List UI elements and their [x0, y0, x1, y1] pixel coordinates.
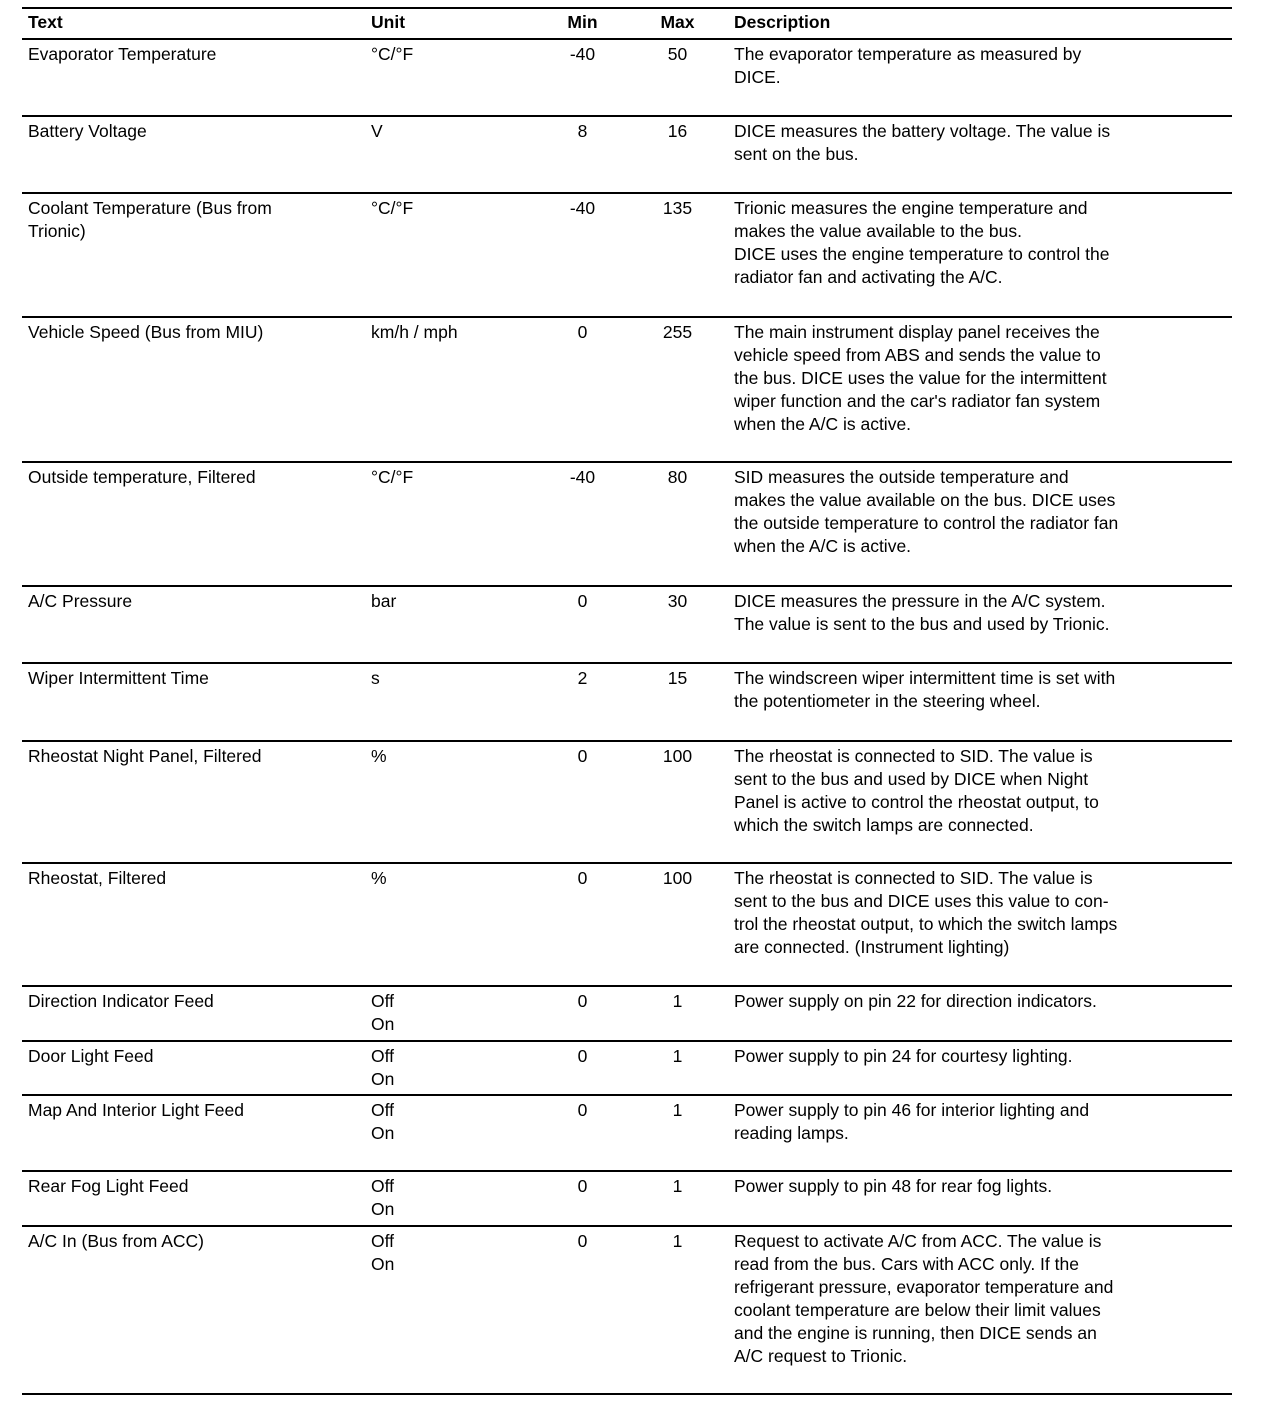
- header-min: Min: [567, 12, 598, 32]
- row-unit: V: [371, 121, 383, 141]
- row-max: 100: [662, 746, 693, 766]
- row-description: and the engine is running, then DICE sends an: [734, 1323, 1097, 1343]
- row-rule: [22, 115, 1232, 117]
- row-max: 135: [662, 198, 693, 218]
- row-description: which the switch lamps are connected.: [734, 815, 1034, 835]
- row-rule: [22, 985, 1232, 987]
- row-description: the bus. DICE uses the value for the intermittent: [734, 368, 1107, 388]
- row-description: sent to the bus and DICE uses this value to con-: [734, 891, 1109, 911]
- header-description: Description: [734, 12, 831, 32]
- row-description: DICE measures the battery voltage. The value is: [734, 121, 1111, 141]
- row-max: 50: [667, 44, 688, 64]
- row-max: 16: [667, 121, 688, 141]
- row-rule: [22, 1094, 1232, 1096]
- row-unit: s: [371, 668, 380, 688]
- row-min: -40: [569, 44, 596, 64]
- row-description: refrigerant pressure, evaporator temperature and: [734, 1277, 1114, 1297]
- row-description: The rheostat is connected to SID. The value is: [734, 868, 1093, 888]
- row-max: 1: [672, 1176, 683, 1196]
- row-max: 1: [672, 1046, 683, 1066]
- row-text: A/C In (Bus from ACC): [28, 1231, 205, 1251]
- row-unit: On: [371, 1254, 395, 1274]
- row-description: The value is sent to the bus and used by Trionic.: [734, 614, 1110, 634]
- row-text: Outside temperature, Filtered: [28, 467, 256, 487]
- row-min: 0: [577, 746, 588, 766]
- row-unit: °C/°F: [371, 467, 414, 487]
- row-description: makes the value available to the bus.: [734, 221, 1022, 241]
- row-description: wiper function and the car's radiator fan system: [734, 391, 1101, 411]
- row-description: Request to activate A/C from ACC. The value is: [734, 1231, 1102, 1251]
- row-min: 2: [577, 668, 588, 688]
- row-description: SID measures the outside temperature and: [734, 467, 1069, 487]
- row-description: The main instrument display panel receives the: [734, 322, 1100, 342]
- row-text: Direction Indicator Feed: [28, 991, 214, 1011]
- row-description: sent to the bus and used by DICE when Night: [734, 769, 1089, 789]
- row-text: Map And Interior Light Feed: [28, 1100, 244, 1120]
- row-description: Panel is active to control the rheostat output, to: [734, 792, 1099, 812]
- row-max: 15: [667, 668, 688, 688]
- row-unit: %: [371, 746, 387, 766]
- row-description: Trionic measures the engine temperature and: [734, 198, 1088, 218]
- row-text: Battery Voltage: [28, 121, 147, 141]
- row-unit: Off: [371, 1231, 395, 1251]
- row-max: 100: [662, 868, 693, 888]
- header-text: Text: [28, 12, 63, 32]
- row-description: are connected. (Instrument lighting): [734, 937, 1010, 957]
- row-rule: [22, 38, 1232, 40]
- row-min: 0: [577, 1231, 588, 1251]
- row-text: Trionic): [28, 221, 86, 241]
- row-text: Door Light Feed: [28, 1046, 154, 1066]
- row-text: Coolant Temperature (Bus from: [28, 198, 272, 218]
- row-description: read from the bus. Cars with ACC only. If the: [734, 1254, 1079, 1274]
- row-text: Wiper Intermittent Time: [28, 668, 209, 688]
- row-min: -40: [569, 467, 596, 487]
- row-description: reading lamps.: [734, 1123, 849, 1143]
- row-description: Power supply to pin 24 for courtesy lighting.: [734, 1046, 1073, 1066]
- row-min: 0: [577, 991, 588, 1011]
- row-unit: On: [371, 1014, 395, 1034]
- row-description: when the A/C is active.: [734, 414, 912, 434]
- row-rule: [22, 1225, 1232, 1227]
- row-unit: Off: [371, 1176, 395, 1196]
- row-text: Evaporator Temperature: [28, 44, 217, 64]
- row-max: 30: [667, 591, 688, 611]
- row-text: Vehicle Speed (Bus from MIU): [28, 322, 264, 342]
- row-description: makes the value available on the bus. DICE uses: [734, 490, 1116, 510]
- row-rule: [22, 862, 1232, 864]
- row-min: 0: [577, 1046, 588, 1066]
- table-bottom-rule: [22, 1393, 1232, 1395]
- row-unit: km/h / mph: [371, 322, 458, 342]
- row-description: The evaporator temperature as measured by: [734, 44, 1082, 64]
- row-unit: Off: [371, 1100, 395, 1120]
- row-description: radiator fan and activating the A/C.: [734, 267, 1003, 287]
- row-rule: [22, 316, 1232, 318]
- row-unit: Off: [371, 991, 395, 1011]
- row-unit: On: [371, 1199, 395, 1219]
- row-text: Rear Fog Light Feed: [28, 1176, 189, 1196]
- row-description: vehicle speed from ABS and sends the value to: [734, 345, 1101, 365]
- row-description: The rheostat is connected to SID. The value is: [734, 746, 1093, 766]
- row-description: DICE measures the pressure in the A/C system.: [734, 591, 1106, 611]
- row-unit: On: [371, 1069, 395, 1089]
- header-max: Max: [660, 12, 695, 32]
- row-min: 0: [577, 591, 588, 611]
- row-description: DICE uses the engine temperature to control the: [734, 244, 1110, 264]
- row-description: trol the rheostat output, to which the switch lamps: [734, 914, 1118, 934]
- row-rule: [22, 585, 1232, 587]
- row-max: 1: [672, 1100, 683, 1120]
- row-max: 255: [662, 322, 693, 342]
- row-min: 8: [577, 121, 588, 141]
- row-rule: [22, 1170, 1232, 1172]
- row-unit: Off: [371, 1046, 395, 1066]
- row-text: A/C Pressure: [28, 591, 133, 611]
- row-description: DICE.: [734, 67, 781, 87]
- header-unit: Unit: [371, 12, 406, 32]
- row-rule: [22, 192, 1232, 194]
- row-min: 0: [577, 868, 588, 888]
- row-description: Power supply to pin 46 for interior lighting and: [734, 1100, 1090, 1120]
- row-rule: [22, 1040, 1232, 1042]
- row-text: Rheostat Night Panel, Filtered: [28, 746, 262, 766]
- row-unit: °C/°F: [371, 44, 414, 64]
- row-unit: %: [371, 868, 387, 888]
- row-description: coolant temperature are below their limit values: [734, 1300, 1101, 1320]
- row-description: Power supply to pin 48 for rear fog lights.: [734, 1176, 1053, 1196]
- row-description: The windscreen wiper intermittent time is set with: [734, 668, 1116, 688]
- row-max: 1: [672, 1231, 683, 1251]
- row-description: sent on the bus.: [734, 144, 859, 164]
- row-unit: On: [371, 1123, 395, 1143]
- row-text: Rheostat, Filtered: [28, 868, 167, 888]
- row-description: Power supply on pin 22 for direction indicators.: [734, 991, 1097, 1011]
- row-max: 1: [672, 991, 683, 1011]
- table-top-rule: [22, 7, 1232, 9]
- row-description: when the A/C is active.: [734, 536, 912, 556]
- row-description: A/C request to Trionic.: [734, 1346, 908, 1366]
- row-min: -40: [569, 198, 596, 218]
- row-min: 0: [577, 322, 588, 342]
- row-unit: °C/°F: [371, 198, 414, 218]
- row-rule: [22, 662, 1232, 664]
- row-max: 80: [667, 467, 688, 487]
- row-rule: [22, 461, 1232, 463]
- row-unit: bar: [371, 591, 397, 611]
- row-description: the outside temperature to control the radiator fan: [734, 513, 1119, 533]
- row-min: 0: [577, 1100, 588, 1120]
- row-rule: [22, 740, 1232, 742]
- row-min: 0: [577, 1176, 588, 1196]
- row-description: the potentiometer in the steering wheel.: [734, 691, 1041, 711]
